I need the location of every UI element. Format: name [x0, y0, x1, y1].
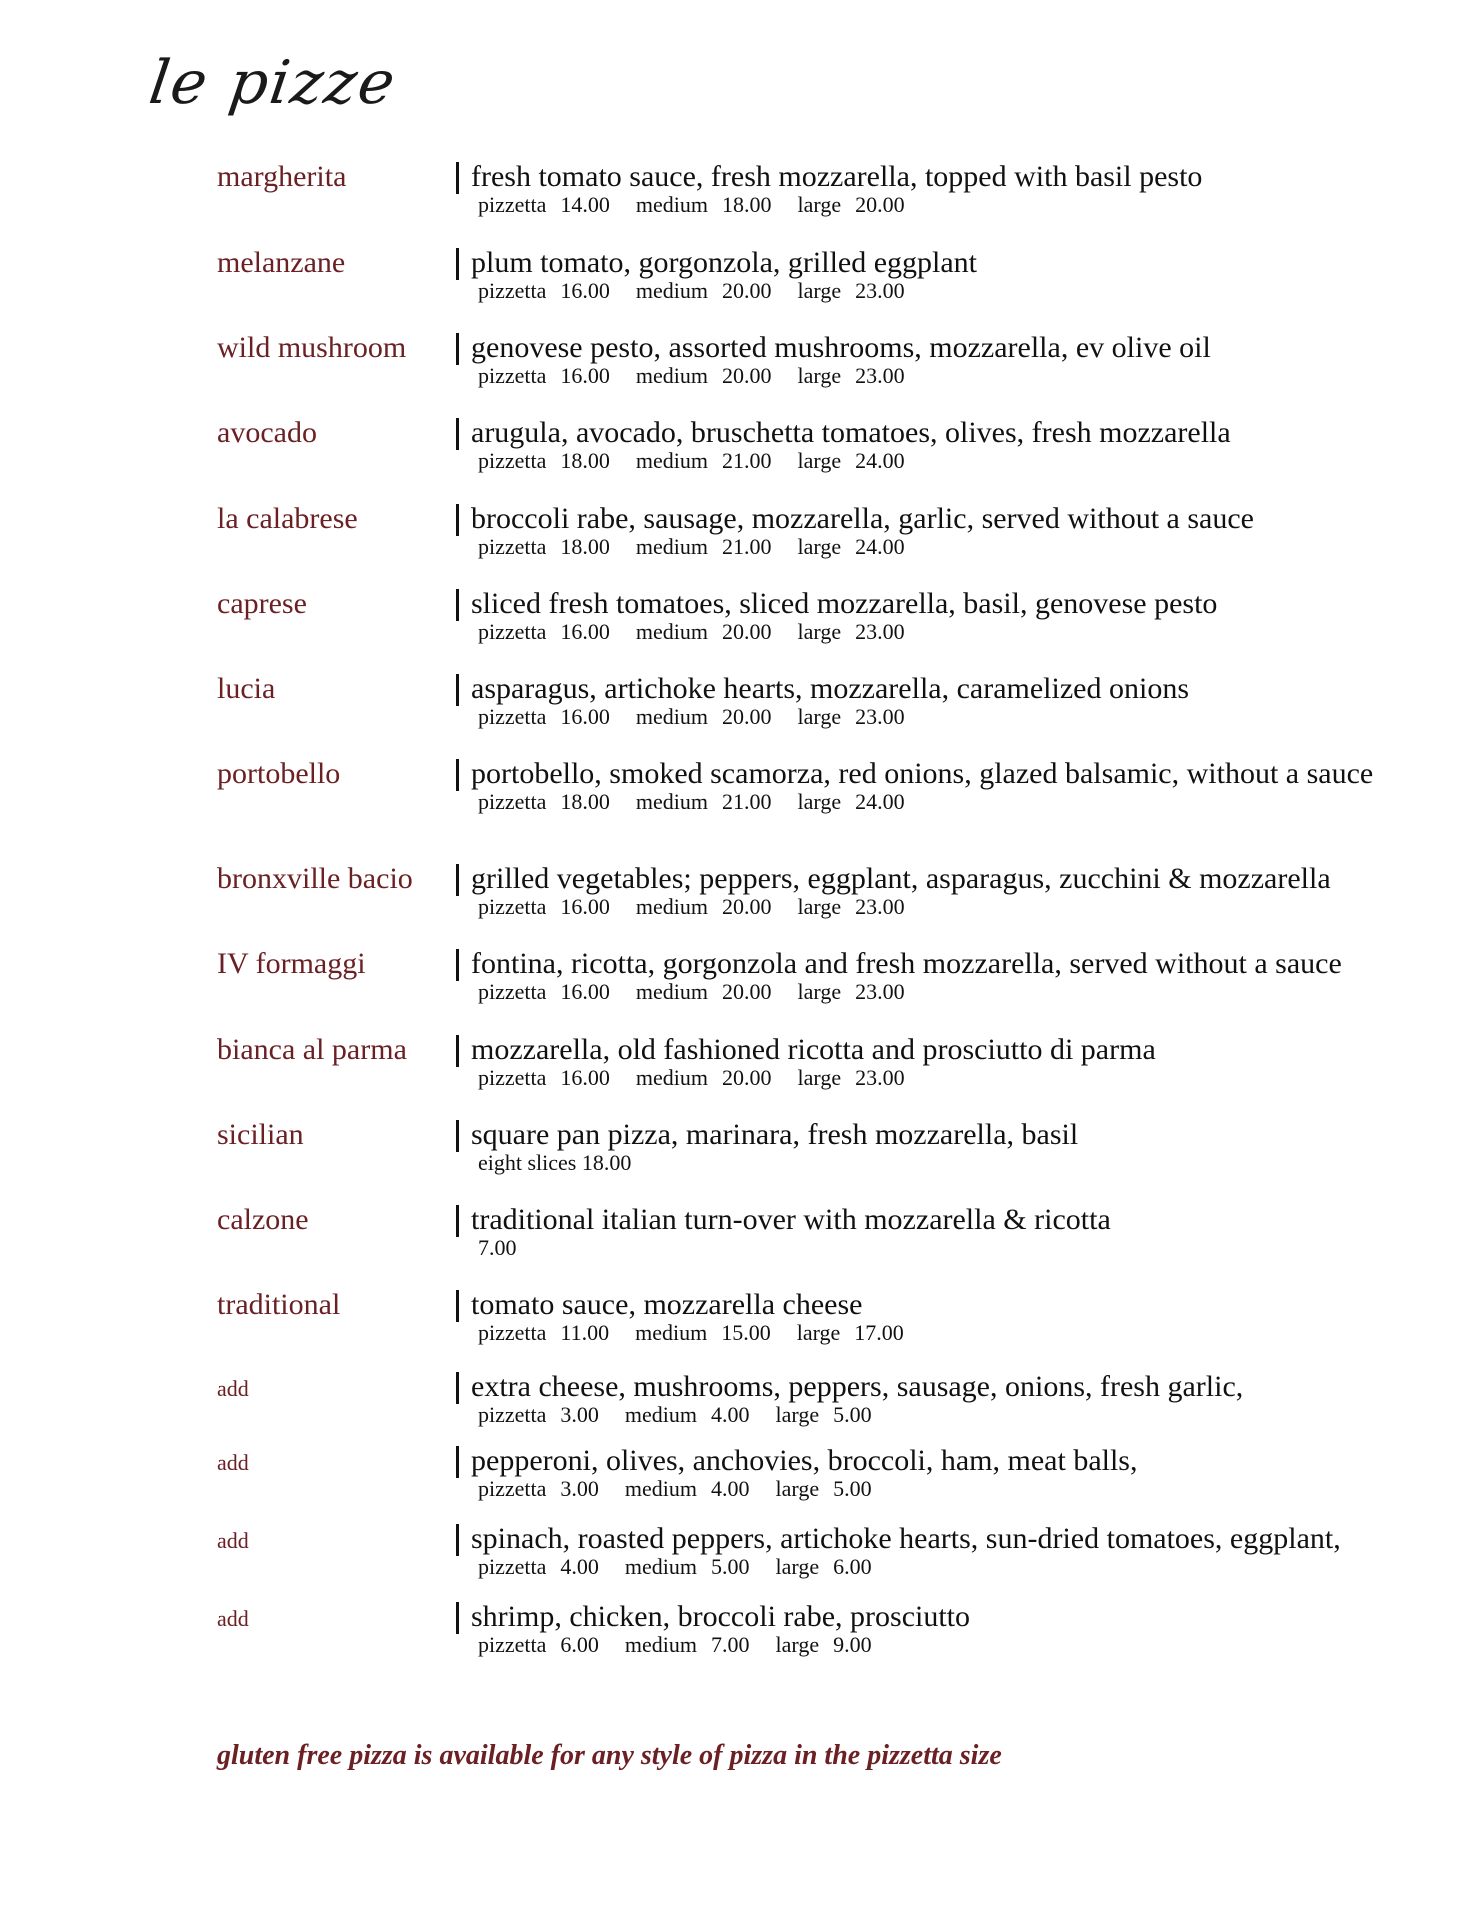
price-value: 16.00 [560, 619, 610, 644]
price-value: 17.00 [854, 1320, 904, 1345]
size-label: medium [635, 789, 709, 814]
pizza-name: bronxville bacio [217, 862, 413, 895]
price-value: 16.00 [560, 1065, 610, 1090]
price-value: 7.00 [478, 1235, 517, 1260]
pizza-description: fontina, ricotta, gorgonzola and fresh mozzarella, served without a sauce [471, 947, 1342, 980]
pizza-description: mozzarella, old fashioned ricotta and prosciutto di parma [471, 1033, 1156, 1066]
separator-bar [456, 674, 459, 706]
size-label: medium [635, 979, 709, 1004]
size-label: large [796, 1320, 841, 1345]
pizza-name: calzone [217, 1203, 309, 1236]
price-value: 24.00 [855, 789, 905, 814]
size-label: large [797, 448, 842, 473]
size-label: pizzetta [478, 1632, 547, 1657]
addon-label: add [217, 1528, 249, 1553]
price-line [478, 1402, 898, 1428]
separator-bar [456, 504, 459, 536]
price-line [478, 1632, 898, 1658]
size-label: large [797, 363, 842, 388]
separator-bar [456, 162, 459, 194]
price-line [478, 1235, 517, 1261]
size-label: pizzetta [478, 979, 547, 1004]
size-label: pizzetta [478, 363, 547, 388]
addon-label: add [217, 1450, 249, 1475]
size-label: large [797, 704, 842, 729]
pizza-name: IV formaggi [217, 947, 366, 980]
pizza-name: margherita [217, 160, 347, 193]
price-value: 20.00 [722, 278, 772, 303]
price-value: 16.00 [560, 363, 610, 388]
price-value: 23.00 [855, 363, 905, 388]
pizza-description: tomato sauce, mozzarella cheese [471, 1288, 863, 1321]
separator-bar [456, 1035, 459, 1067]
price-line [478, 619, 931, 645]
price-value: 18.00 [560, 789, 610, 814]
size-label: pizzetta [478, 1320, 547, 1345]
price-value: 5.00 [833, 1402, 872, 1427]
price-line [478, 1150, 631, 1176]
size-label: large [797, 894, 842, 919]
pizza-description: plum tomato, gorgonzola, grilled eggplant [471, 246, 978, 279]
price-line [478, 1476, 898, 1502]
separator-bar [456, 1602, 459, 1634]
price-value: 18.00 [560, 534, 610, 559]
size-label: medium [624, 1632, 698, 1657]
separator-bar [456, 418, 459, 450]
price-value: 18.00 [722, 192, 772, 217]
price-value: 6.00 [560, 1632, 599, 1657]
price-value: eight slices 18.00 [478, 1150, 632, 1175]
size-label: pizzetta [478, 1402, 547, 1427]
pizza-description: grilled vegetables; peppers, eggplant, asparagus, zucchini & mozzarella [471, 862, 1331, 895]
price-value: 23.00 [855, 278, 905, 303]
pizza-description: arugula, avocado, bruschetta tomatoes, olives, fresh mozzarella [471, 416, 1231, 449]
size-label: medium [635, 278, 709, 303]
size-label: pizzetta [478, 192, 547, 217]
price-line [478, 704, 931, 730]
price-value: 5.00 [711, 1554, 750, 1579]
size-label: pizzetta [478, 894, 547, 919]
addon-toppings: pepperoni, olives, anchovies, broccoli, ham, meat balls, [471, 1444, 1138, 1477]
pizza-name: melanzane [217, 246, 346, 279]
separator-bar [456, 1120, 459, 1152]
price-value: 18.00 [560, 448, 610, 473]
page-title: le pizze [145, 48, 402, 118]
size-label: pizzetta [478, 278, 547, 303]
size-label: medium [635, 894, 709, 919]
separator-bar [456, 1446, 459, 1478]
price-value: 24.00 [855, 448, 905, 473]
price-line [478, 192, 931, 218]
separator-bar [456, 333, 459, 365]
price-value: 11.00 [560, 1320, 610, 1345]
price-value: 3.00 [560, 1476, 599, 1501]
price-value: 7.00 [711, 1632, 750, 1657]
size-label: medium [635, 619, 709, 644]
price-value: 20.00 [722, 894, 772, 919]
separator-bar [456, 1372, 459, 1404]
size-label: pizzetta [478, 534, 547, 559]
price-value: 14.00 [560, 192, 610, 217]
size-label: large [797, 619, 842, 644]
pizza-description: fresh tomato sauce, fresh mozzarella, topped with basil pesto [471, 160, 1203, 193]
size-label: pizzetta [478, 789, 547, 814]
size-label: medium [635, 1320, 708, 1345]
size-label: large [797, 192, 842, 217]
price-line [478, 448, 931, 474]
price-value: 20.00 [722, 363, 772, 388]
separator-bar [456, 1290, 459, 1322]
addon-toppings: extra cheese, mushrooms, peppers, sausage, onions, fresh garlic, [471, 1370, 1244, 1403]
price-value: 20.00 [855, 192, 905, 217]
pizza-description: square pan pizza, marinara, fresh mozzarella, basil [471, 1118, 1079, 1151]
price-value: 9.00 [833, 1632, 872, 1657]
price-value: 4.00 [711, 1402, 750, 1427]
size-label: pizzetta [478, 1065, 547, 1090]
pizza-name: traditional [217, 1288, 341, 1321]
addon-label: add [217, 1376, 249, 1401]
size-label: large [797, 979, 842, 1004]
pizza-name: caprese [217, 587, 307, 620]
size-label: medium [624, 1554, 698, 1579]
price-line [478, 894, 931, 920]
price-value: 23.00 [855, 619, 905, 644]
size-label: medium [635, 704, 709, 729]
price-value: 16.00 [560, 894, 610, 919]
price-value: 4.00 [560, 1554, 599, 1579]
pizza-description: broccoli rabe, sausage, mozzarella, garlic, served without a sauce [471, 502, 1254, 535]
size-label: medium [635, 192, 709, 217]
pizza-name: lucia [217, 672, 276, 705]
price-line [478, 1320, 930, 1346]
pizza-description: genovese pesto, assorted mushrooms, mozzarella, ev olive oil [471, 331, 1211, 364]
size-label: large [797, 534, 842, 559]
size-label: large [797, 789, 842, 814]
price-value: 16.00 [560, 979, 610, 1004]
pizza-description: traditional italian turn-over with mozzarella & ricotta [471, 1203, 1111, 1236]
size-label: large [797, 1065, 842, 1090]
price-line [478, 363, 931, 389]
pizza-description: portobello, smoked scamorza, red onions, glazed balsamic, without a sauce [471, 757, 1374, 790]
addon-label: add [217, 1606, 249, 1631]
pizza-name: wild mushroom [217, 331, 407, 364]
price-value: 23.00 [855, 1065, 905, 1090]
price-line [478, 534, 931, 560]
price-value: 16.00 [560, 278, 610, 303]
price-value: 23.00 [855, 894, 905, 919]
price-line [478, 1554, 898, 1580]
price-value: 24.00 [855, 534, 905, 559]
gluten-free-note: gluten free pizza is available for any style of pizza in the pizzetta size [217, 1740, 1002, 1771]
price-value: 5.00 [833, 1476, 872, 1501]
price-value: 3.00 [560, 1402, 599, 1427]
separator-bar [456, 759, 459, 791]
size-label: large [775, 1402, 820, 1427]
size-label: medium [635, 363, 709, 388]
pizza-name: la calabrese [217, 502, 358, 535]
size-label: medium [624, 1402, 698, 1427]
price-value: 21.00 [722, 534, 772, 559]
size-label: medium [635, 534, 709, 559]
pizza-name: portobello [217, 757, 341, 790]
separator-bar [456, 1205, 459, 1237]
separator-bar [456, 1524, 459, 1556]
separator-bar [456, 589, 459, 621]
price-value: 21.00 [722, 789, 772, 814]
price-value: 15.00 [721, 1320, 771, 1345]
price-value: 21.00 [722, 448, 772, 473]
separator-bar [456, 949, 459, 981]
size-label: large [797, 278, 842, 303]
price-line [478, 1065, 931, 1091]
pizza-name: bianca al parma [217, 1033, 407, 1066]
size-label: pizzetta [478, 448, 547, 473]
addon-toppings: spinach, roasted peppers, artichoke hearts, sun-dried tomatoes, eggplant, [471, 1522, 1341, 1555]
price-value: 20.00 [722, 704, 772, 729]
separator-bar [456, 248, 459, 280]
price-value: 16.00 [560, 704, 610, 729]
size-label: pizzetta [478, 1554, 547, 1579]
size-label: large [775, 1554, 820, 1579]
size-label: large [775, 1632, 820, 1657]
price-value: 20.00 [722, 619, 772, 644]
separator-bar [456, 864, 459, 896]
pizza-description: sliced fresh tomatoes, sliced mozzarella, basil, genovese pesto [471, 587, 1218, 620]
size-label: pizzetta [478, 704, 547, 729]
price-value: 23.00 [855, 979, 905, 1004]
size-label: medium [624, 1476, 698, 1501]
price-line [478, 979, 931, 1005]
pizza-name: avocado [217, 416, 317, 449]
price-value: 20.00 [722, 1065, 772, 1090]
price-value: 23.00 [855, 704, 905, 729]
pizza-description: asparagus, artichoke hearts, mozzarella, caramelized onions [471, 672, 1189, 705]
price-line [478, 278, 931, 304]
price-value: 20.00 [722, 979, 772, 1004]
size-label: medium [635, 448, 709, 473]
price-line [478, 789, 931, 815]
size-label: medium [635, 1065, 709, 1090]
price-value: 6.00 [833, 1554, 872, 1579]
pizza-name: sicilian [217, 1118, 304, 1151]
addon-toppings: shrimp, chicken, broccoli rabe, prosciutto [471, 1600, 971, 1633]
price-value: 4.00 [711, 1476, 750, 1501]
size-label: pizzetta [478, 1476, 547, 1501]
size-label: pizzetta [478, 619, 547, 644]
size-label: large [775, 1476, 820, 1501]
